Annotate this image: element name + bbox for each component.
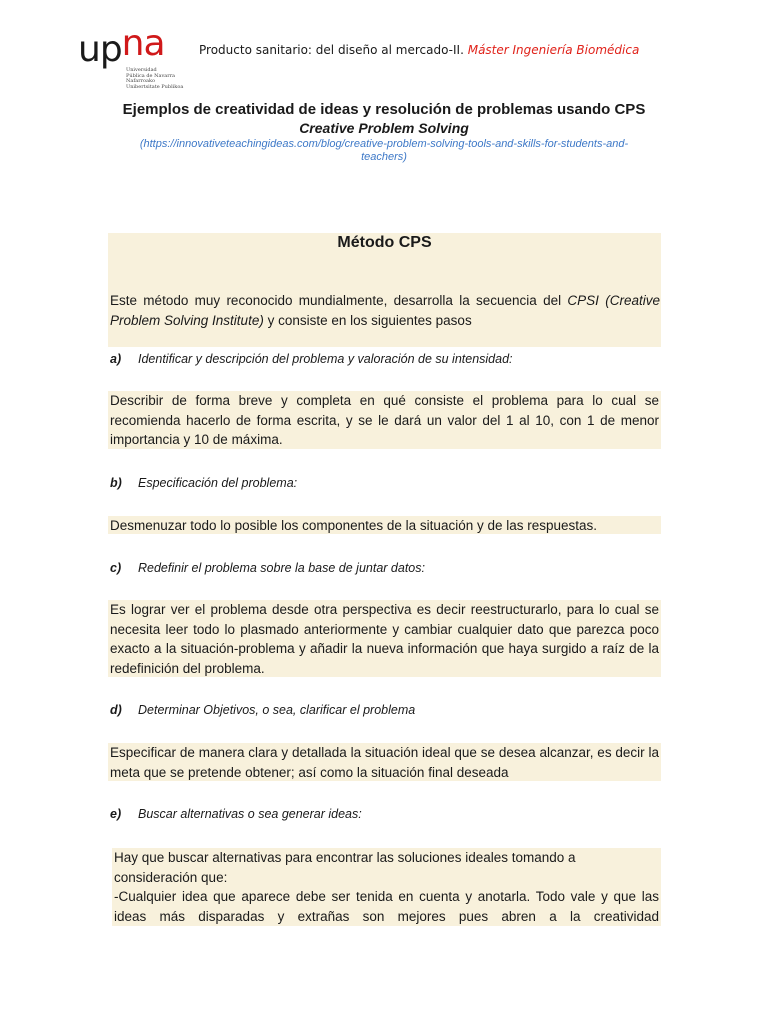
upna-logo xyxy=(78,23,188,90)
step-d-heading xyxy=(110,703,415,717)
intro-emphasis: CPSI (Creative Problem Solving Institute) xyxy=(110,293,660,328)
intro-text-end: y consiste en los siguientes pasos xyxy=(263,312,472,328)
step-title: Identificar y descripción del problema y valoración de su intensidad: xyxy=(138,352,513,366)
step-b-text: Desmenuzar todo lo posible los componentes de la situación y de las respuestas. xyxy=(108,516,661,534)
step-title: Determinar Objetivos, o sea, clarificar el problema xyxy=(138,703,416,717)
method-box xyxy=(108,233,661,347)
step-c-text: Es lograr ver el problema desde otra perspectiva es decir reestructurarlo, para lo cual se necesita leer todo lo plasmado anteriormente y cambiar cualquier dato que parezca poco exacto a la situación-problema y añadir la nueva información que haya surgido a raíz de la redefinición del problema. xyxy=(110,602,659,676)
logo-up: up xyxy=(78,29,122,70)
step-letter: a) xyxy=(110,352,122,366)
method-intro xyxy=(110,291,660,330)
logo-wordmark xyxy=(78,23,188,70)
course-name: Producto sanitario: del diseño al mercado-II. xyxy=(199,43,464,57)
step-c-heading xyxy=(110,561,425,575)
step-e-line-2: -Cualquier idea que aparece debe ser tenida en cuenta y anotarla. Todo vale y que las ideas más disparadas y extrañas son mejores pues abren a la creatividad xyxy=(114,889,659,924)
step-e-text xyxy=(112,848,661,926)
step-letter: e) xyxy=(110,807,122,821)
step-letter: d) xyxy=(110,703,122,717)
step-a-text: Describir de forma breve y completa en qué consiste el problema para lo cual se recomienda hacerlo de forma escrita, y se le dará un valor del 1 al 10, con 1 de menor importancia y 10 de máxima. xyxy=(110,393,659,447)
step-letter: c) xyxy=(110,561,122,575)
course-header xyxy=(199,43,639,57)
document-title: Ejemplos de creatividad de ideas y resolución de problemas usando CPS xyxy=(122,101,646,118)
step-d-text: Especificar de manera clara y detallada la situación ideal que se desea alcanzar, es decir la meta que se pretende obtener; así como la situación final deseada xyxy=(110,745,659,780)
step-e-heading xyxy=(110,807,362,821)
step-letter: b) xyxy=(110,476,122,490)
step-title: Redefinir el problema sobre la base de juntar datos: xyxy=(138,561,425,575)
source-url: (https://innovativeteachingideas.com/blog/creative-problem-solving-tools-and-skills-for-students-and-teachers) xyxy=(139,138,629,163)
step-b-heading xyxy=(110,476,297,490)
intro-text: Este método muy reconocido mundialmente, desarrolla la secuencia del xyxy=(110,293,568,308)
step-e-line-1: Hay que buscar alternativas para encontrar las soluciones ideales tomando a consideración que: xyxy=(114,850,576,885)
logo-subtitle: Universidad Pública de Navarra Nafarroako Unibertsitate Publikoa xyxy=(126,67,184,90)
step-title: Especificación del problema: xyxy=(138,476,298,490)
master-name: Máster Ingeniería Biomédica xyxy=(467,43,640,57)
step-title: Buscar alternativas o sea generar ideas: xyxy=(138,807,362,821)
step-a-heading xyxy=(110,352,513,366)
logo-na: na xyxy=(121,23,165,64)
document-subtitle: Creative Problem Solving xyxy=(299,120,469,136)
method-title: Método CPS xyxy=(337,234,432,251)
